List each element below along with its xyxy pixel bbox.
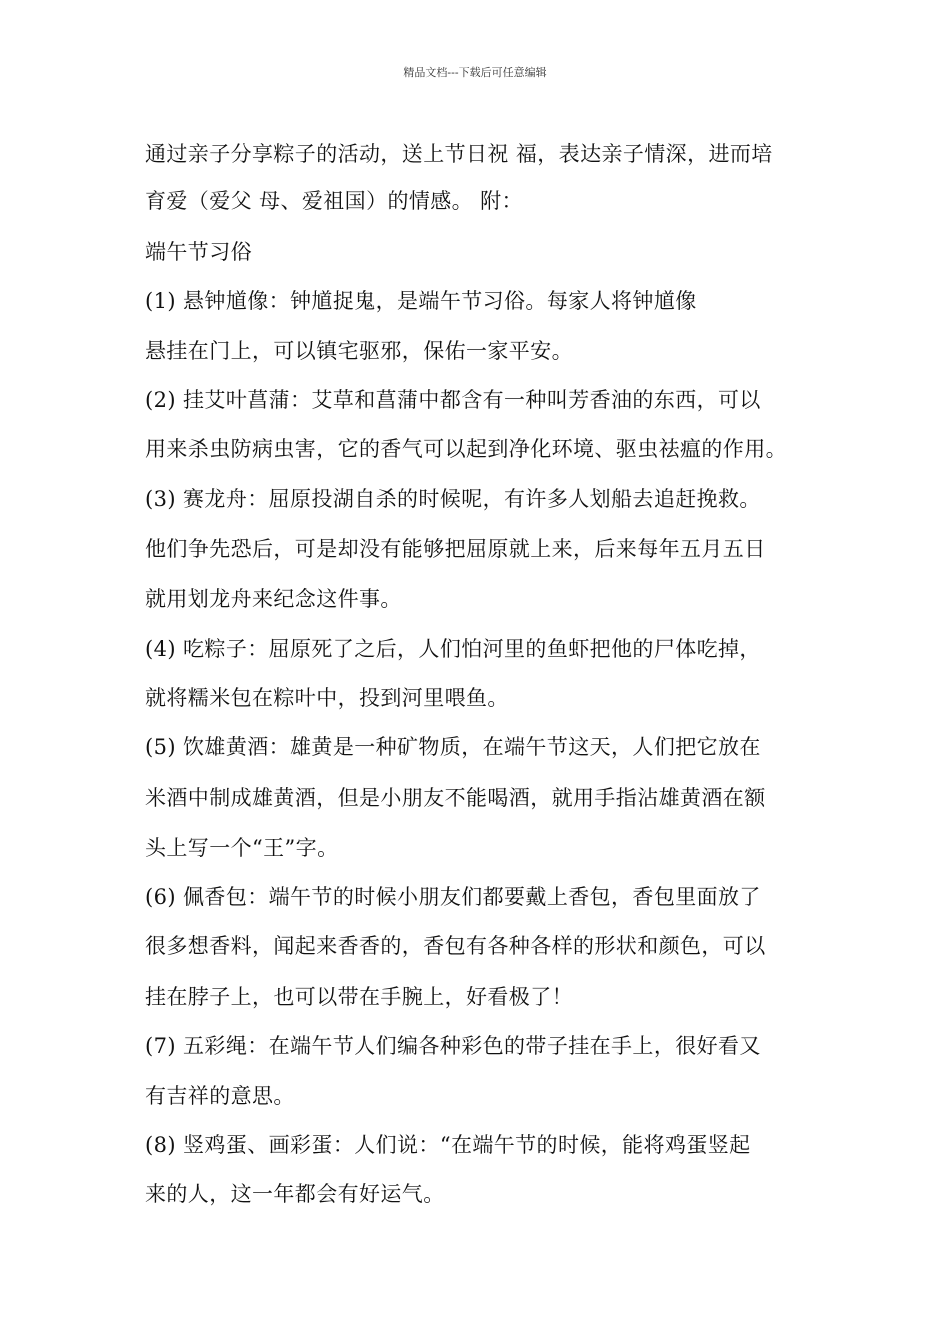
section-heading: 端午节习俗 — [145, 240, 252, 264]
text-line: (2) 挂艾叶菖蒲：艾草和菖蒲中都含有一种叫芳香油的东西，可以 — [145, 388, 761, 412]
text-line: 就用划龙舟来纪念这件事。 — [145, 587, 402, 611]
text-line: (7) 五彩绳：在端午节人们编各种彩色的带子挂在手上，很好看又 — [145, 1034, 761, 1058]
text-line: (1) 悬钟馗像：钟馗捉鬼，是端午节习俗。每家人将钟馗像 — [145, 289, 697, 313]
text-line: 用来杀虫防病虫害，它的香气可以起到净化环境、驱虫祛瘟的作用。 — [145, 437, 787, 461]
text-line: (4) 吃粽子：屈原死了之后，人们怕河里的鱼虾把他的尸体吃掉， — [145, 637, 761, 661]
text-line: (5) 饮雄黄酒：雄黄是一种矿物质，在端午节这天，人们把它放在 — [145, 735, 761, 759]
text-line: (6) 佩香包：端午节的时候小朋友们都要戴上香包，香包里面放了 — [145, 885, 761, 909]
text-line: 米酒中制成雄黄酒，但是小朋友不能喝酒，就用手指沾雄黄酒在额 — [145, 786, 766, 810]
text-line: 就将糯米包在粽叶中，投到河里喂鱼。 — [145, 686, 509, 710]
text-line: (3) 赛龙舟：屈原投湖自杀的时候呢，有许多人划船去追赶挽救。 — [145, 487, 761, 511]
text-line: 悬挂在门上，可以镇宅驱邪，保佑一家平安。 — [145, 339, 573, 363]
text-line: 他们争先恐后，可是却没有能够把屈原就上来，后来每年五月五日 — [145, 537, 766, 561]
page-header: 精品文档---下载后可任意编辑 — [403, 66, 547, 79]
text-line: 育爱（爱父 母、爱祖国）的情感。 附： — [145, 189, 523, 213]
text-line: 有吉祥的意思。 — [145, 1084, 295, 1108]
text-line: 挂在脖子上，也可以带在手腕上，好看极了！ — [145, 985, 573, 1009]
text-line: (8) 竖鸡蛋、画彩蛋：人们说：“在端午节的时候，能将鸡蛋竖起 — [145, 1133, 751, 1157]
text-line: 很多想香料，闻起来香香的，香包有各种各样的形状和颜色，可以 — [145, 934, 766, 958]
text-line: 来的人，这一年都会有好运气。 — [145, 1182, 445, 1206]
text-line: 头上写一个“王”字。 — [145, 836, 339, 860]
text-line: 通过亲子分享粽子的活动，送上节日祝 福，表达亲子情深，进而培 — [145, 142, 773, 166]
